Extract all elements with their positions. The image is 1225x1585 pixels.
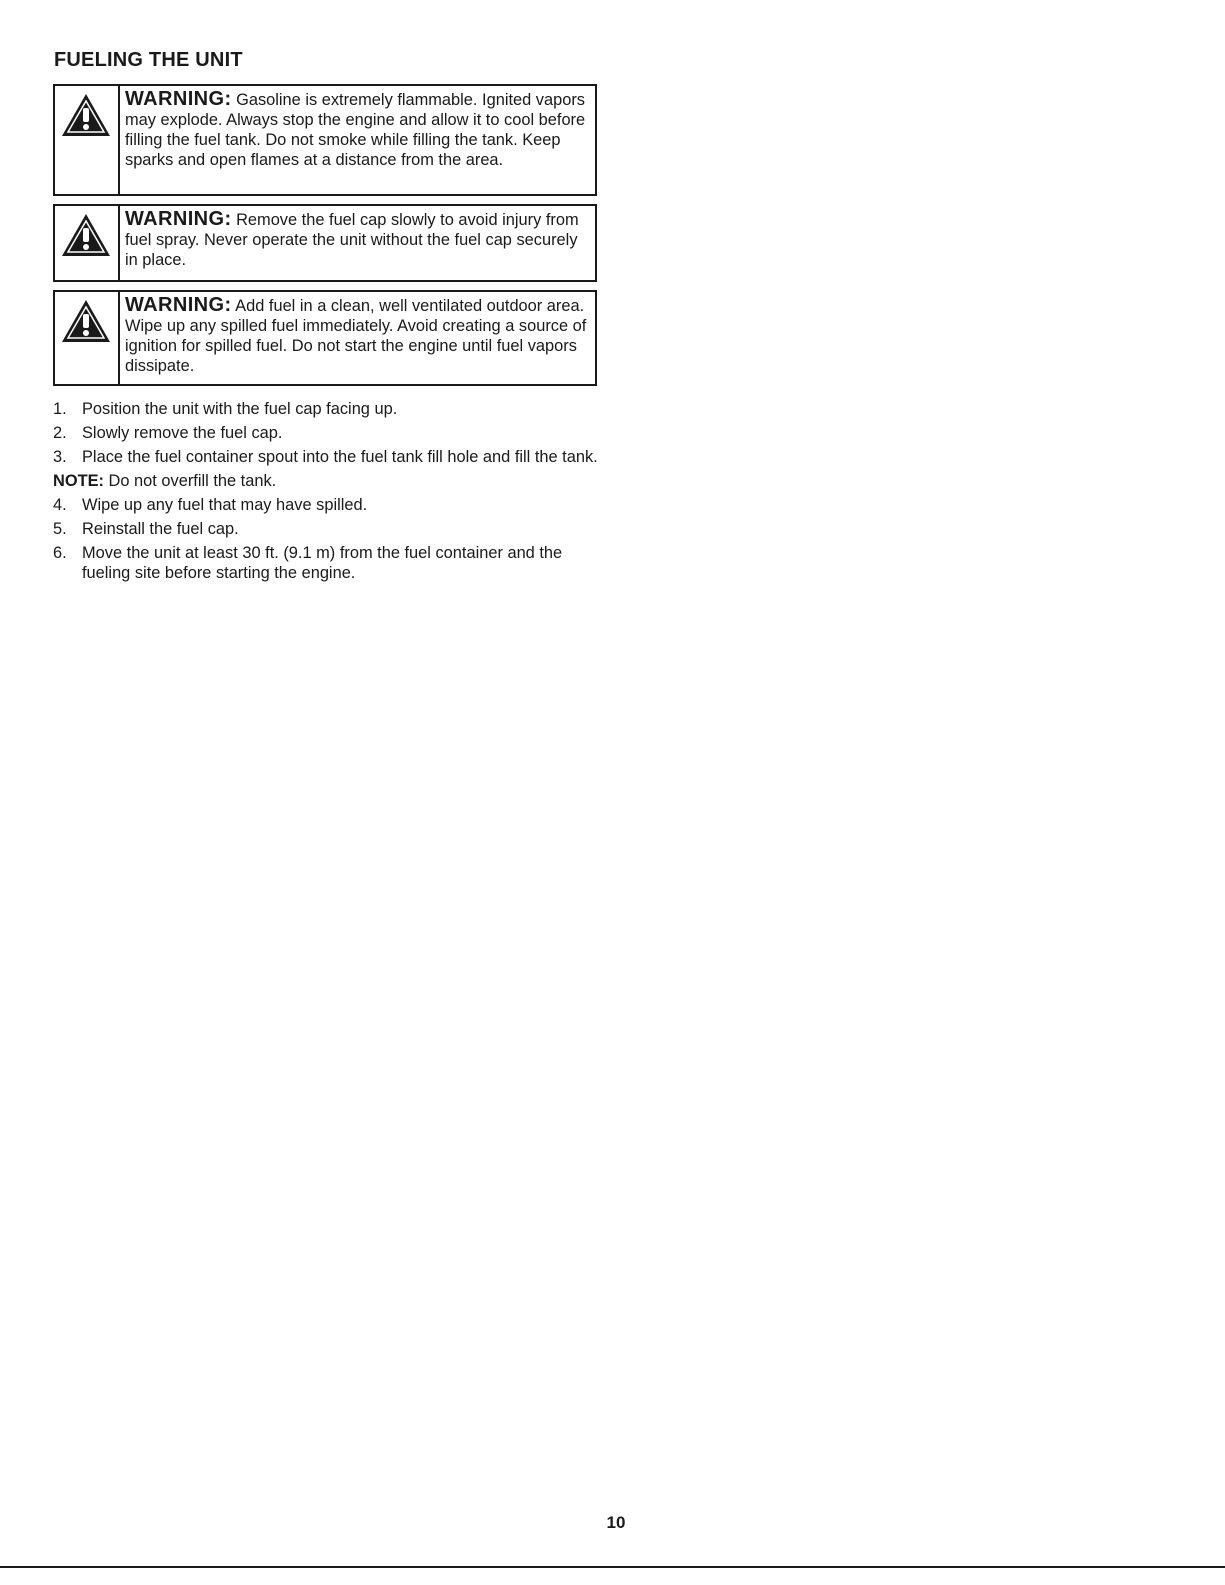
list-item [53,447,598,467]
list-item [53,495,598,515]
warning-message: Add fuel in a clean, well ventilated outdoor area. Wipe up any spilled fuel immediately. Avoid creating a source of ignition for spilled fuel. Do not start the engine until fuel vapors dissipate. [125,297,587,375]
warning-icon-cell [55,86,120,194]
fueling-steps-list [53,399,598,587]
step-text: Wipe up any fuel that may have spilled. [82,496,368,514]
warning-triangle-icon [60,298,112,344]
warning-triangle-icon [60,212,112,258]
section-title: FUELING THE UNIT [54,49,243,71]
warning-label: WARNING: [125,294,232,316]
warning-icon-cell [55,292,120,384]
list-item [53,423,598,443]
warning-label: WARNING: [125,88,232,110]
warning-label: WARNING: [125,208,232,230]
list-item [53,543,598,583]
step-text: Position the unit with the fuel cap facing up. [82,400,398,418]
bottom-divider [0,1566,1225,1568]
warning-box-flammable [53,84,597,196]
step-text: Move the unit at least 30 ft. (9.1 m) from the fuel container and the fueling site before starting the engine. [82,544,563,582]
step-text: Slowly remove the fuel cap. [82,424,283,442]
note-text: Do not overfill the tank. [104,472,277,490]
warning-message: Remove the fuel cap slowly to avoid injury from fuel spray. Never operate the unit without the fuel cap securely in place. [125,211,579,269]
warning-icon-cell [55,206,120,280]
note-label: NOTE: [53,472,104,490]
step-number: 4. [53,496,67,514]
step-number: 5. [53,520,67,538]
note [53,471,598,491]
step-number: 3. [53,448,67,466]
warning-text [120,206,595,280]
step-number: 1. [53,400,67,418]
step-text: Reinstall the fuel cap. [82,520,239,538]
step-number: 2. [53,424,67,442]
warning-text [120,292,595,384]
warning-message: Gasoline is extremely flammable. Ignited vapors may explode. Always stop the engine and allow it to cool before filling the fuel tank. Do not smoke while filling the tank. Keep sparks and open flames at a distance from the area. [125,91,586,169]
list-item [53,399,598,419]
warning-box-ventilation [53,290,597,386]
warning-box-fuel-cap [53,204,597,282]
list-item [53,519,598,539]
warning-text [120,86,595,194]
step-text: Place the fuel container spout into the fuel tank fill hole and fill the tank. [82,448,598,466]
page-number: 10 [606,1513,626,1532]
step-number: 6. [53,544,67,562]
warning-triangle-icon [60,92,112,138]
